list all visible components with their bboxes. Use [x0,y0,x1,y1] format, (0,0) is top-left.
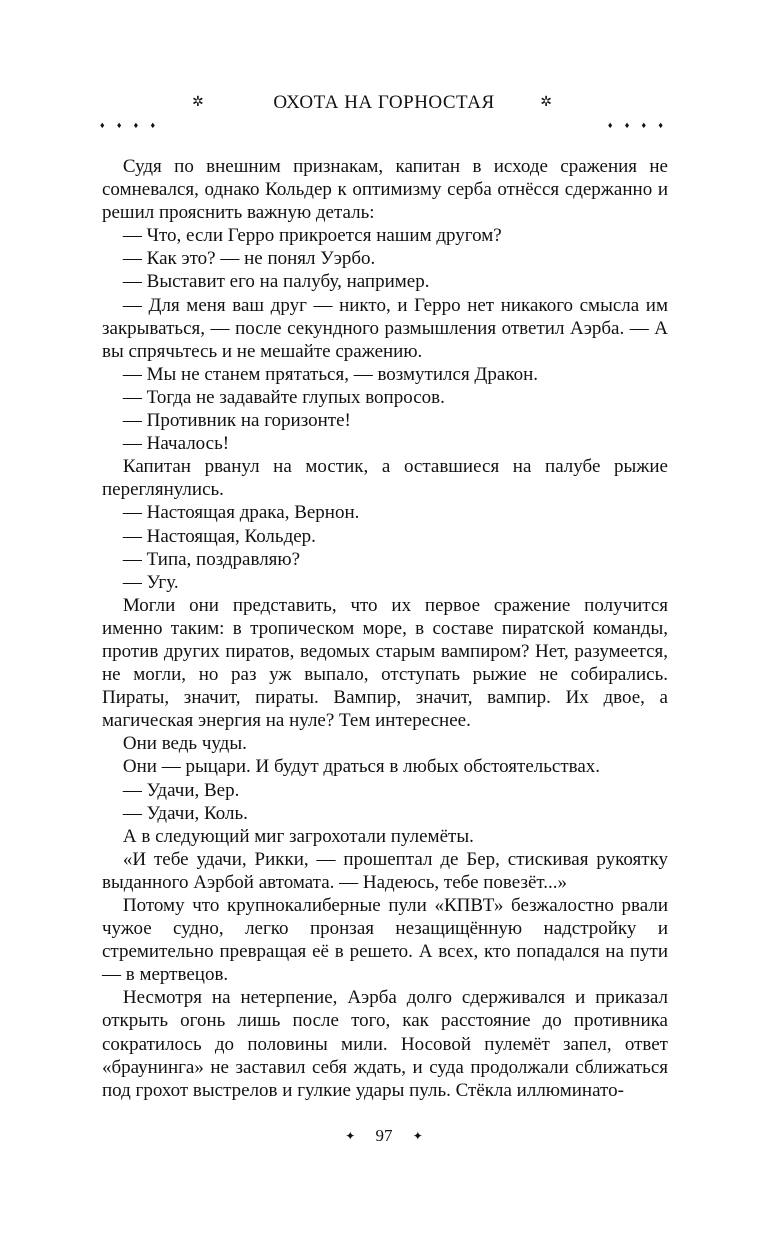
paragraph: — Удачи, Вер. [122,779,240,801]
paragraph: Они — рыцари. И будут драться в любых обстоятельствах. [122,756,601,778]
header-dots-row [100,119,668,133]
paragraph: — Мы не станем прятаться, — возмутился Дракон. [122,363,539,385]
paragraph: — Настоящая драка, Вернон. [122,502,360,524]
paragraph: — Началось! [122,433,230,455]
footer-star-right-icon: ✦ [412,1129,423,1143]
paragraph: Судя по внешним признакам, капитан в исходе сражения не сомневался, однако Кольдер к оптимизму серба отнёсся сдержанно и решил прояснить важную деталь: [102,156,668,224]
header-ornament-left-icon: ✲ [192,95,204,110]
header-ornament-right-icon: ✲ [540,95,552,110]
paragraph: Могли они представить, что их первое сражение получится именно таким: в тропическом море, в составе пиратской команды, против других пиратов, ведомых старым вампиром? Нет, разумеется, не могли, но раз уж выпало, отступать рыжие не собирались. Пираты, значит, пираты. Вампир, значит, вампир. Их двое, а магическая энергия на нуле? Тем интереснее. [102,594,668,732]
paragraph: — Выставит его на палубу, например. [122,271,430,293]
paragraph: — Тогда не задавайте глупых вопросов. [122,386,445,408]
paragraph: — Настоящая, Кольдер. [122,525,316,547]
paragraph: Капитан рванул на мостик, а оставшиеся на палубе рыжие переглянулись. [102,456,668,501]
paragraph: Несмотря на нетерпение, Аэрба долго сдерживался и приказал открыть огонь лишь после того, как расстояние до противника сократилось до половины мили. Носовой пулемёт запел, ответ «браунинга» не заставил себя ждать, и суда продолжали сближаться под грохот выстрелов и гулкие удары пуль. Стёкла иллюминато- [102,987,668,1101]
running-title: ОХОТА НА ГОРНОСТАЯ [273,92,495,113]
page-body [102,155,668,1102]
running-header [100,92,668,122]
paragraph: — Для меня ваш друг — никто, и Герро нет никакого смысла им закрываться, — после секундного размышления ответил Аэрба. — А вы спрячьтесь и не мешайте сражению. [102,294,668,362]
paragraph: А в следующий миг загрохотали пулемёты. [122,825,474,847]
paragraph: — Противник на горизонте! [122,410,351,432]
paragraph: «И тебе удачи, Рикки, — прошептал де Бер, стискивая рукоятку выданного Аэрбой автомата. — Надеюсь, тебе повезёт...» [102,848,668,893]
paragraph: — Что, если Герро прикроется нашим другом? [122,225,502,247]
dots-right-icon: ♦ ♦ ♦ ♦ [607,120,668,130]
paragraph: — Угу. [122,571,179,593]
page-number: 97 [375,1126,393,1145]
dots-left-icon: ♦ ♦ ♦ ♦ [100,120,161,130]
paragraph: Потому что крупнокалиберные пули «КПВТ» безжалостно рвали чужое судно, легко пронзая незащищённую надстройку и стремительно превращая её в решето. А всех, кто попадался на пути — в мертвецов. [102,895,668,986]
page-footer [0,1126,768,1146]
paragraph: — Как это? — не понял Уэрбо. [122,248,376,270]
paragraph: — Удачи, Коль. [122,802,248,824]
footer-star-left-icon: ✦ [345,1129,356,1143]
paragraph: — Типа, поздравляю? [122,548,301,570]
paragraph: Они ведь чуды. [122,733,247,755]
